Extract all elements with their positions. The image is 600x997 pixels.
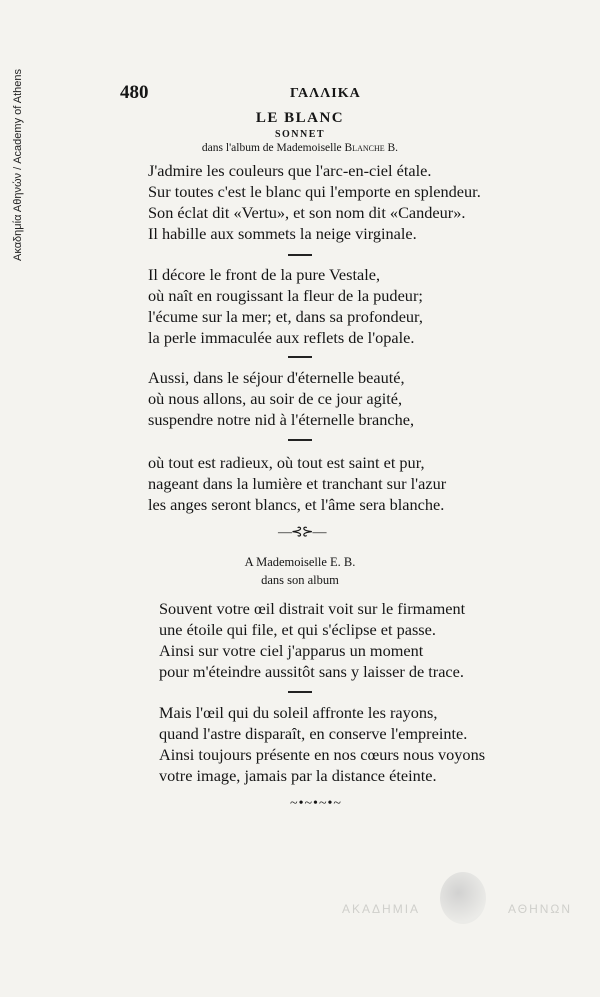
verse-line: où tout est radieux, où tout est saint et pur, (148, 453, 425, 472)
verse-line: Mais l'œil qui du soleil affronte les rayons, (159, 703, 438, 722)
verse-line: J'admire les couleurs que l'arc-en-ciel étale. (148, 161, 432, 180)
verse-line: suspendre notre nid à l'éternelle branche, (148, 410, 415, 429)
verse-line: pour m'éteindre aussitôt sans y laisser de trace. (159, 662, 464, 681)
watermark-right: ΑΘΗΝΩΝ (508, 902, 573, 916)
poem2-heading: A Mademoiselle E. B. (244, 555, 356, 569)
poem2-stanza-2 (159, 702, 485, 786)
stanza-separator (288, 356, 312, 358)
poem1-stanza-1 (148, 160, 481, 244)
page-number: 480 (120, 82, 149, 103)
poem2-stanza-1 (159, 598, 465, 682)
running-title: ΓΑΛΛΙΚΑ (290, 86, 361, 101)
poem2-subheading: dans son album (261, 573, 339, 587)
poem1-stanza-3 (148, 367, 414, 430)
ornament-tailpiece: ~•~•~•~ (290, 796, 343, 811)
library-seal-stamp (440, 872, 486, 924)
stanza-separator (288, 439, 312, 441)
verse-line: quand l'astre disparaît, en conserve l'empreinte. (159, 724, 468, 743)
verse-line: la perle immaculée aux reflets de l'opale. (148, 328, 415, 347)
poem1-dedication: dans l'album de Mademoiselle Blanche B. (201, 142, 399, 154)
verse-line: une étoile qui file, et qui s'éclipse et passe. (159, 620, 436, 639)
poem1-stanza-2 (148, 264, 423, 348)
poem1-stanza-4 (148, 452, 446, 515)
verse-line: Sur toutes c'est le blanc qui l'emporte en splendeur. (148, 182, 481, 201)
verse-line: Aussi, dans le séjour d'éternelle beauté, (148, 368, 405, 387)
verse-line: votre image, jamais par la distance éteinte. (159, 766, 437, 785)
verse-line: Son éclat dit «Vertu», et son nom dit «Candeur». (148, 203, 466, 222)
verse-line: les anges seront blancs, et l'âme sera blanche. (148, 495, 445, 514)
ornament-divider: —⊰⊱— (278, 525, 326, 540)
watermark-left: ΑΚΑΔΗΜΙΑ (342, 902, 421, 916)
verse-line: où naît en rougissant la fleur de la pudeur; (148, 286, 423, 305)
verse-line: Souvent votre œil distrait voit sur le firmament (159, 599, 466, 618)
verse-line: où nous allons, au soir de ce jour agité, (148, 389, 403, 408)
poem1-title: LE BLANC (255, 110, 345, 126)
verse-line: nageant dans la lumière et tranchant sur l'azur (148, 474, 447, 493)
verse-line: Ainsi toujours présente en nos cœurs nous voyons (159, 745, 486, 764)
poem1-subtitle: SONNET (274, 129, 326, 140)
stanza-separator (288, 254, 312, 256)
verse-line: Il habille aux sommets la neige virginale. (148, 224, 417, 243)
stanza-separator (288, 691, 312, 693)
verse-line: Ainsi sur votre ciel j'apparus un moment (159, 641, 424, 660)
archive-sidebar-label: Ακαδημία Αθηνών / Academy of Athens (12, 68, 24, 262)
verse-line: Il décore le front de la pure Vestale, (148, 265, 381, 284)
verse-line: l'écume sur la mer; et, dans sa profondeur, (148, 307, 423, 326)
